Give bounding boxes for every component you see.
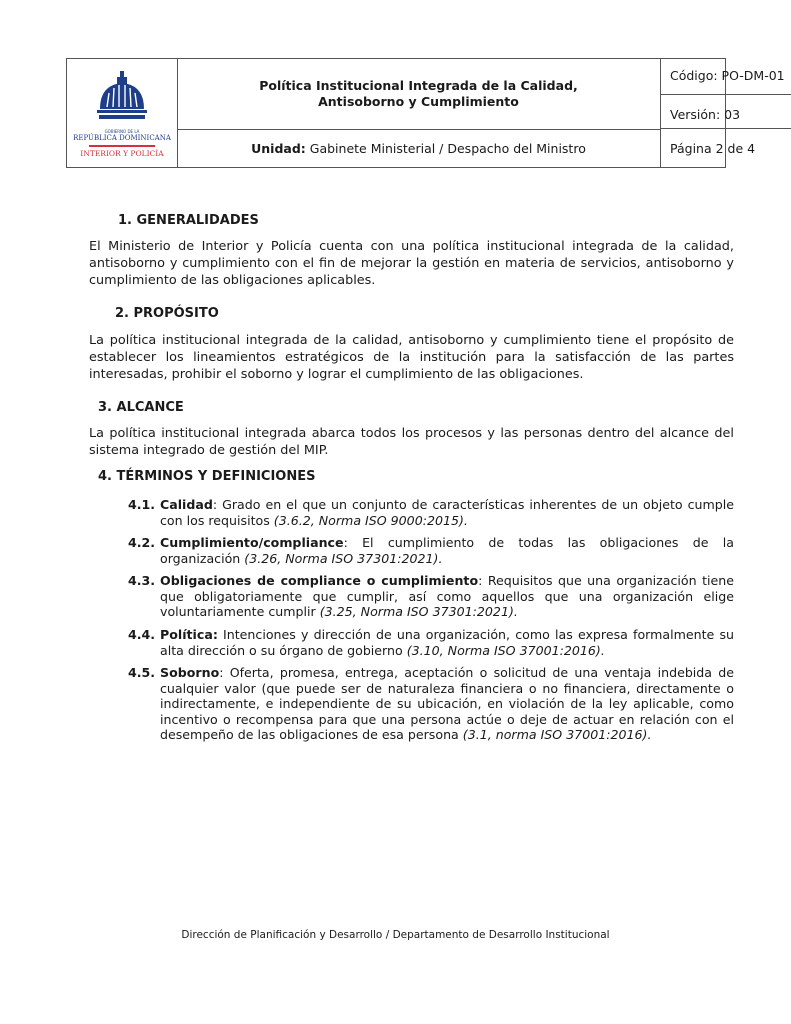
definition-item <box>130 497 734 528</box>
definition-sep: : <box>212 497 223 512</box>
definition-item <box>130 627 734 658</box>
document-code: Código: PO-DM-01 <box>661 59 791 95</box>
definition-item <box>130 535 734 566</box>
document-unit <box>177 129 661 167</box>
definition-item <box>130 665 734 743</box>
section-heading-alcance: 3. ALCANCE <box>98 400 184 415</box>
definition-number: 4.1. <box>128 497 156 512</box>
unit-value: Gabinete Ministerial / Despacho del Ministro <box>305 140 586 156</box>
section-heading-proposito: 2. PROPÓSITO <box>115 306 219 321</box>
definition-text: Requisitos que una organización tiene que obligatoriamente que cumplir, así como aquellos que una organización elige voluntariamente cumplir <box>160 573 734 619</box>
logo-country: REPÚBLICA DOMINICANA <box>73 134 171 142</box>
logo-gov-text: GOBIERNO DE LA <box>104 129 140 134</box>
definition-ref: (3.26, Norma ISO 37301:2021). <box>244 550 443 566</box>
definition-ref: (3.10, Norma ISO 37001:2016). <box>406 642 605 658</box>
definition-text: Grado en el que un conjunto de características inherentes de un objeto cumple con los requisitos <box>160 497 735 528</box>
definition-term: Política: <box>160 627 218 642</box>
page-footer: Dirección de Planificación y Desarrollo / Departamento de Desarrollo Institucional <box>181 929 610 941</box>
definition-sep: : <box>219 665 230 680</box>
unit-label: Unidad: <box>251 140 306 156</box>
document-header <box>66 58 785 168</box>
definition-sep: : <box>343 535 363 550</box>
definition-number: 4.4. <box>128 627 156 642</box>
page-number: Página 2 de 4 <box>670 141 756 156</box>
document-version: Versión: 03 <box>661 95 791 129</box>
section-heading-terminos: 4. TÉRMINOS Y DEFINICIONES <box>98 469 316 484</box>
definition-text: Oferta, promesa, entrega, aceptación o solicitud de una ventaja indebida de cualquier valor (que puede ser de naturaleza financiera o no financiera, directamente o indirectamente, e independiente de su ubicación, en violación de la ley aplicable, como incentivo o recompensa para que una persona actúe o deje de actuar en relación con el desempeño de las obligaciones de esa persona <box>160 665 734 742</box>
section-text-alcance: La política institucional integrada abarca todos los procesos y las personas dentro del alcance del sistema integrado de gestión del MIP. <box>89 426 734 458</box>
section-heading-generalidades: 1. GENERALIDADES <box>118 213 259 228</box>
definition-term: Calidad <box>160 497 213 512</box>
definition-number: 4.3. <box>128 573 156 588</box>
definition-text: El cumplimiento de todas las obligaciones de la organización <box>160 535 734 566</box>
definition-term: Obligaciones de compliance o cumplimiento <box>160 573 479 588</box>
definition-term: Soborno <box>160 665 220 680</box>
title-line-2: Antisoborno y Cumplimiento <box>318 94 519 109</box>
title-line-1: Política Institucional Integrada de la Calidad, <box>259 78 578 93</box>
definition-sep: : <box>478 573 488 588</box>
definition-ref: (3.6.2, Norma ISO 9000:2015). <box>273 512 468 528</box>
definition-text: Intenciones y dirección de una organización, como las expresa formalmente su alta dirección o su órgano de gobierno <box>160 627 734 658</box>
definition-number: 4.5. <box>128 665 156 680</box>
document-title <box>177 59 661 130</box>
definition-number: 4.2. <box>128 535 156 550</box>
definition-ref: (3.25, Norma ISO 37301:2021). <box>319 604 518 619</box>
definition-ref: (3.1, norma ISO 37001:2016). <box>462 727 652 742</box>
ministry-logo <box>67 59 178 167</box>
logo-divider <box>89 145 155 147</box>
logo-ministry: INTERIOR Y POLICÍA <box>80 149 164 158</box>
definition-item <box>130 573 734 620</box>
dome-emblem-icon <box>67 69 177 129</box>
section-text-generalidades: El Ministerio de Interior y Policía cuenta con una política institucional integrada de la calidad, antisoborno y cumplimiento con el fin de mejorar la gestión en materia de servicios, antisoborno y cumplimiento de las obligaciones aplicables. <box>89 239 734 288</box>
section-text-proposito: La política institucional integrada de la calidad, antisoborno y cumplimiento tiene el propósito de establecer los lineamientos estratégicos de la institución para la satisfacción de las partes interesadas, prohibir el soborno y lograr el cumplimiento de las obligaciones. <box>89 333 734 382</box>
definition-term: Cumplimiento/compliance <box>160 535 344 550</box>
